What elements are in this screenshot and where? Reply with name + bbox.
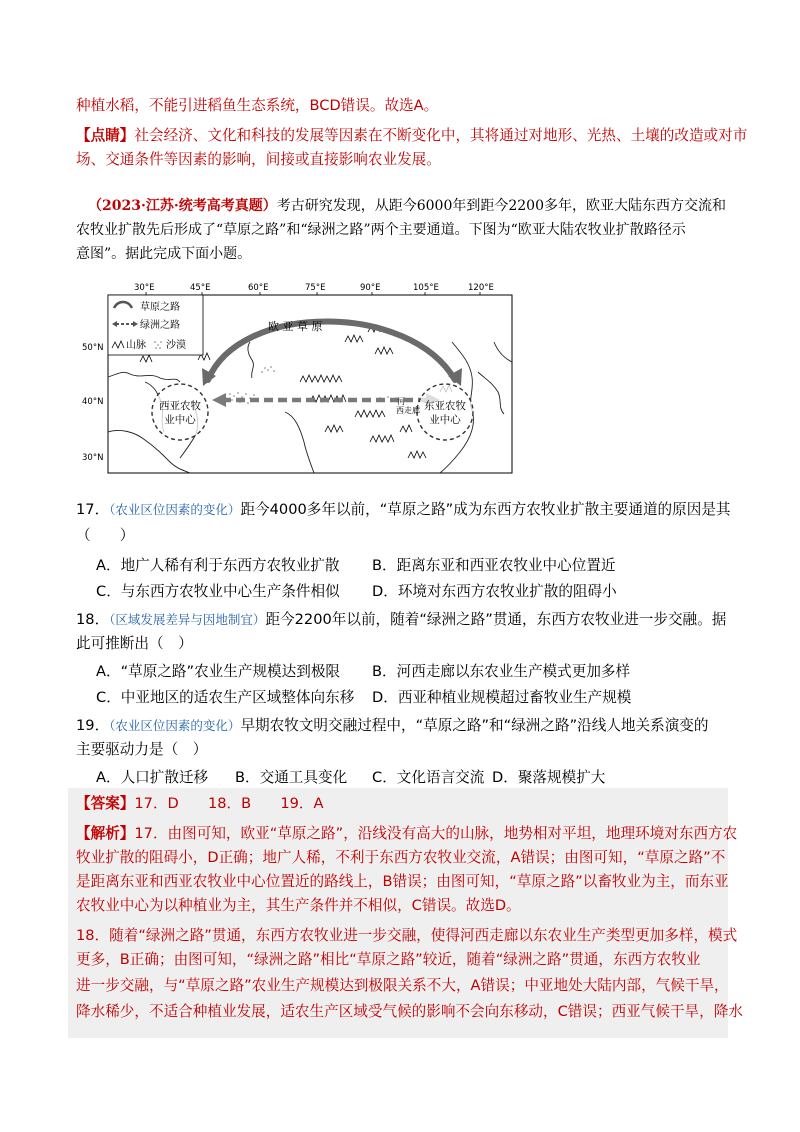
east-center-label-2: 业中心: [429, 414, 461, 426]
explanation-line-3: 是距离东亚和西亚农牧业中心位置近的路线上，B错误；由图可知，“草原之路”以畜牧业为主，而东亚: [76, 873, 729, 890]
q17-stem: [76, 500, 731, 520]
q18-stem-text: 距今2200年以前，随着“绿洲之路”贯通，东西方农牧业进一步交融。据: [265, 611, 727, 628]
q18-stem: [76, 610, 726, 630]
q19-number: 19．: [76, 717, 110, 734]
east-center-label-1: 东亚农牧: [424, 400, 466, 412]
q19-option-a: A．人口扩散迁移: [96, 769, 209, 786]
explanation-line-1: [76, 824, 737, 844]
answer-line: [76, 794, 324, 814]
q18-option-c: C．中亚地区的适农生产区域整体向东移: [96, 689, 355, 706]
corridor-label-2: 西走廊: [396, 406, 420, 415]
q19-stem-text: 早期农牧文明交融过程中，“草原之路”和“绿洲之路”沿线人地关系演变的: [240, 717, 709, 734]
q17-stem-text: 距今4000多年以前，“草原之路”成为东西方农牧业扩散主要通道的原因是其: [240, 501, 731, 518]
q17-option-a: A．地广人稀有利于东西方农牧业扩散: [96, 557, 340, 574]
lon-tick-30: 30°E: [134, 283, 155, 293]
q18-option-d: D．西亚种植业规模超过畜牧业生产规模: [372, 689, 632, 706]
q19-stem-2: 主要驱动力是（ ）: [76, 741, 208, 758]
corridor-label-1: 河: [397, 397, 405, 406]
explanation-line-6: 更多，B正确；由图可知，“绿洲之路”相比“草原之路”较近，随着“绿洲之路”贯通，东西方农牧业: [76, 951, 701, 968]
explanation-line-4: 农牧业中心为以种植业为主，其生产条件并不相似，C错误。故选D。: [76, 897, 521, 914]
q18-number: 18．: [76, 611, 110, 628]
lat-tick-50: 50°N: [82, 343, 104, 353]
legend-desert-label: 沙漠: [166, 340, 186, 351]
legend-steppe-label: 草原之路: [140, 302, 180, 313]
west-center-circle: [152, 384, 208, 440]
intro-line-1: [88, 196, 726, 216]
lon-tick-120: 120°E: [468, 283, 494, 293]
steppe-route-arc: [208, 322, 455, 381]
lon-tick-60: 60°E: [248, 283, 269, 293]
answer-text: 17．D 18．B 19．A: [134, 795, 324, 812]
source-label: （2023·江苏·统考高考真题）: [88, 198, 277, 214]
intro-line-2: 农牧业扩散先后形成了“草原之路”和“绿洲之路”两个主要通道。下图为“欧亚大陆农牧业扩散路径示: [76, 222, 686, 238]
tip-line-2: 场、交通条件等因素的影响，间接或直接影响农业发展。: [76, 151, 441, 168]
q18-option-b: B．河西走廊以东农业生产模式更加多样: [372, 663, 631, 680]
lon-ticks: [134, 283, 494, 293]
lon-tick-105: 105°E: [413, 283, 439, 293]
q19-stem: [76, 716, 709, 736]
tip-label: 【点睛】: [76, 127, 135, 144]
q18-option-a: A．“草原之路”农业生产规模达到极限: [96, 663, 341, 680]
prev-answer-line: 种植水稻，不能引进稻鱼生态系统，BCD错误。故选A。: [76, 97, 439, 114]
eurasia-map: [82, 282, 520, 474]
legend-mountain-label: 山脉: [126, 340, 146, 351]
explanation-line-8: 降水稀少，不适合种植业发展，适农生产区域受气候的影响不会向东移动，C错误；西亚气候干旱，降水: [76, 1003, 743, 1020]
lat-tick-30: 30°N: [82, 453, 104, 463]
tip-text-1: 社会经济、文化和科技的发展等因素在不断变化中，其将通过对地形、光热、土壤的改造或对市: [134, 127, 748, 144]
west-center-label-2: 业中心: [164, 414, 196, 426]
explanation-line-5: 18．随着“绿洲之路”贯通，东西方农牧业进一步交融，使得河西走廊以东农业生产类型更加多样，模式: [76, 927, 738, 944]
intro-text-1: 考古研究发现，从距今6000年到距今2200多年，欧亚大陆东西方交流和: [276, 198, 726, 214]
lon-tick-90: 90°E: [360, 283, 381, 293]
region-label: 欧 亚 草 原: [268, 320, 323, 333]
q19-option-b: B．交通工具变化: [235, 769, 348, 786]
q17-stem-2: （ ）: [76, 527, 135, 544]
lon-tick-45: 45°E: [190, 283, 211, 293]
q19-option-d: D．聚落规模扩大: [492, 769, 606, 786]
east-center-circle: [417, 384, 473, 440]
lat-tick-40: 40°N: [82, 397, 104, 407]
explanation-text-1: 17．由图可知，欧亚“草原之路”，沿线没有高大的山脉，地势相对平坦，地理环境对东西方农: [134, 825, 738, 842]
answer-label: 【答案】: [76, 795, 135, 812]
explanation-label: 【解析】: [76, 825, 135, 842]
q17-tag: （农业区位因素的变化）: [109, 502, 241, 517]
q17-number: 17．: [76, 501, 110, 518]
q18-stem-2: 此可推断出（ ）: [76, 635, 193, 652]
q19-tag: （农业区位因素的变化）: [109, 718, 241, 733]
q17-option-b: B．距离东亚和西亚农牧业中心位置近: [372, 557, 616, 574]
q19-option-c: C．文化语言交流: [372, 769, 485, 786]
legend: [108, 295, 203, 355]
q17-option-c: C．与东西方农牧业中心生产条件相似: [96, 583, 340, 600]
lon-tick-75: 75°E: [305, 283, 326, 293]
west-center-label-1: 西亚农牧: [159, 400, 201, 412]
q18-tag: （区域发展差异与因地制宜）: [109, 612, 266, 627]
explanation-line-7: 进一步交融，与“草原之路”农业生产规模达到极限关系不大，A错误；中亚地处大陆内部，气候干旱，: [76, 977, 729, 994]
legend-oasis-label: 绿洲之路: [140, 320, 180, 331]
oasis-arrow-west: [212, 393, 226, 407]
tip-line-1: [76, 126, 747, 146]
q17-option-d: D．环境对东西方农牧业扩散的阻碍小: [372, 583, 617, 600]
intro-line-3: 意图”。据此完成下面小题。: [76, 246, 252, 262]
explanation-line-2: 牧业扩散的阻碍小，D正确；地广人稀，不利于东西方农牧业交流，A错误；由图可知，“草原之路”不: [76, 849, 726, 866]
